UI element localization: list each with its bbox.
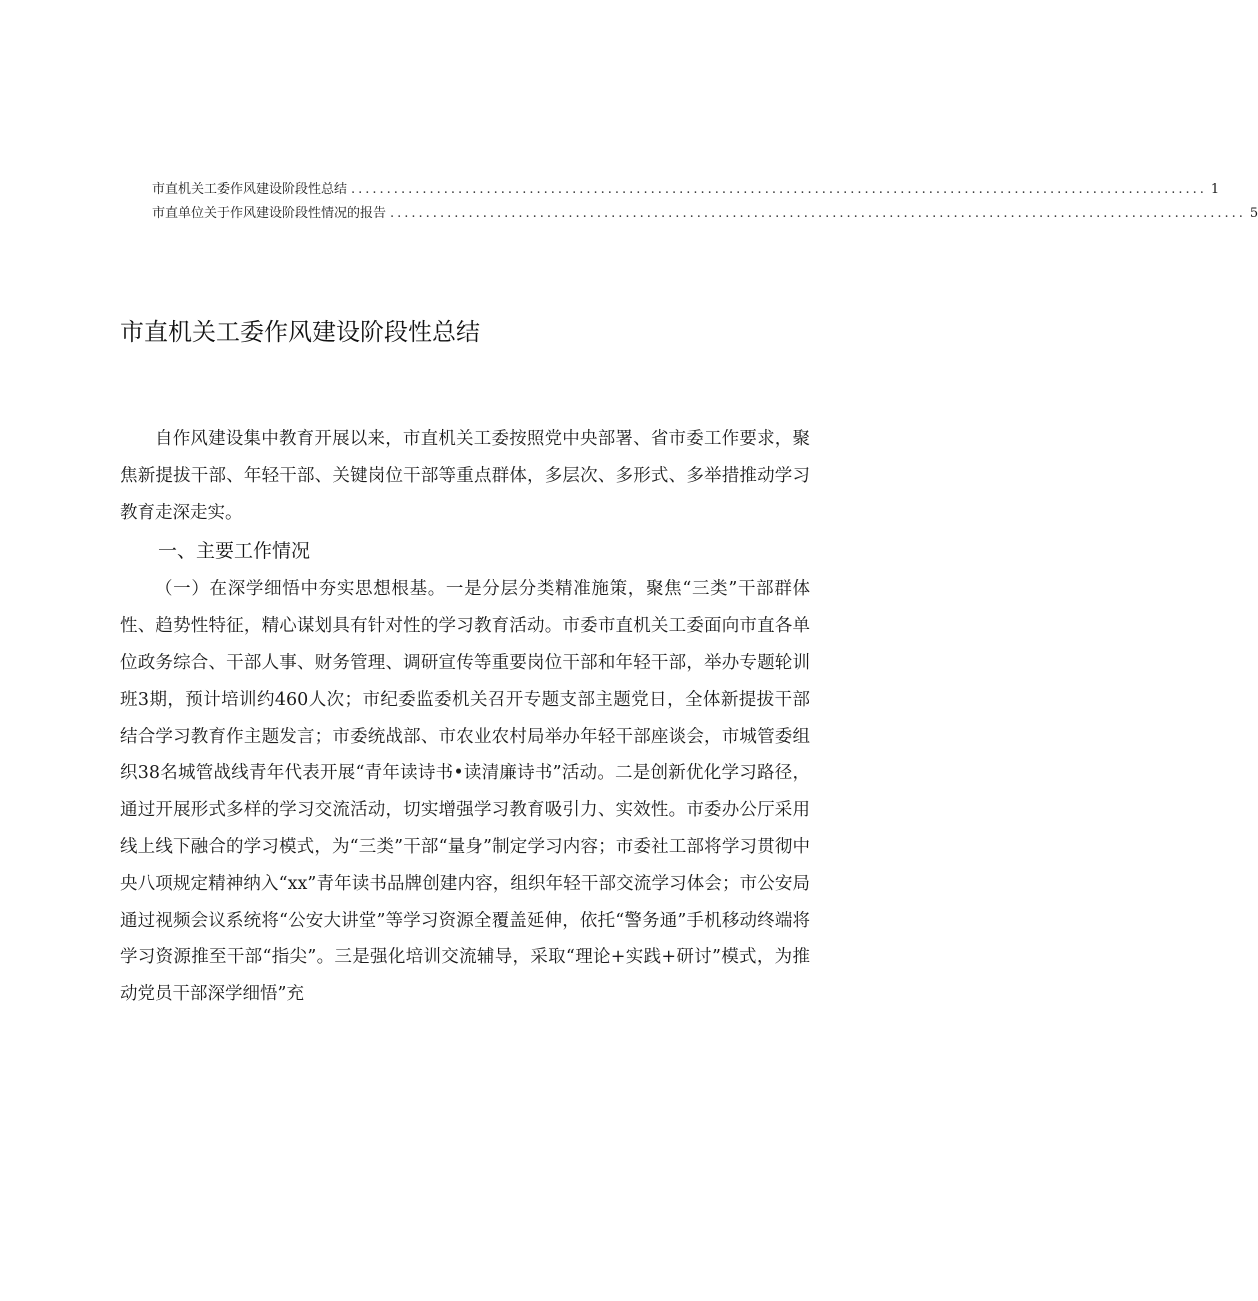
intro-paragraph: 自作风建设集中教育开展以来，市直机关工委按照党中央部署、省市委工作要求，聚焦新提拔干部、年轻干部、关键岗位干部等重点群体，多层次、多形式、多举措推动学习教育走深走实。 [120, 429, 810, 523]
toc-entry-page: 5 [1249, 206, 1258, 221]
toc-entry-title: 市直单位关于作风建设阶段性情况的报告 [152, 206, 387, 221]
document-body [120, 421, 810, 1013]
table-of-contents [152, 178, 1258, 226]
toc-leader-dots: ........................................................................................................................ [351, 182, 1207, 197]
toc-entry[interactable] [152, 178, 1220, 202]
body-paragraph: （一）在深学细悟中夯实思想根基。一是分层分类精准施策，聚焦“三类”干部群体性、趋势性特征，精心谋划具有针对性的学习教育活动。市委市直机关工委面向市直各单位政务综合、干部人事、财务管理、调研宣传等重要岗位干部和年轻干部，举办专题轮训班3期，预计培训约460人次；市纪委监委机关召开专题支部主题党日，全体新提拔干部结合学习教育作主题发言；市委统战部、市农业农村局举办年轻干部座谈会，市城管委组织38名城管战线青年代表开展“青年读诗书•读清廉诗书”活动。二是创新优化学习路径，通过开展形式多样的学习交流活动，切实增强学习教育吸引力、实效性。市委办公厅采用线上线下融合的学习模式，为“三类”干部“量身”制定学习内容；市委社工部将学习贯彻中央八项规定精神纳入“xx”青年读书品牌创建内容，组织年轻干部交流学习体会；市公安局通过视频会议系统将“公安大讲堂”等学习资源全覆盖延伸，依托“警务通”手机移动终端将学习资源推至干部“指尖”。三是强化培训交流辅导，采取“理论+实践+研讨”模式，为推动党员干部深学细悟”充 [120, 579, 810, 1005]
toc-entry-title: 市直机关工委作风建设阶段性总结 [152, 182, 348, 197]
toc-entry-page: 1 [1210, 182, 1220, 197]
toc-leader-dots: ........................................................................................................................ [390, 206, 1246, 221]
toc-entry[interactable] [152, 202, 1258, 226]
document-title: 市直机关工委作风建设阶段性总结 [120, 318, 480, 346]
section-heading: 一、主要工作情况 [158, 540, 311, 563]
